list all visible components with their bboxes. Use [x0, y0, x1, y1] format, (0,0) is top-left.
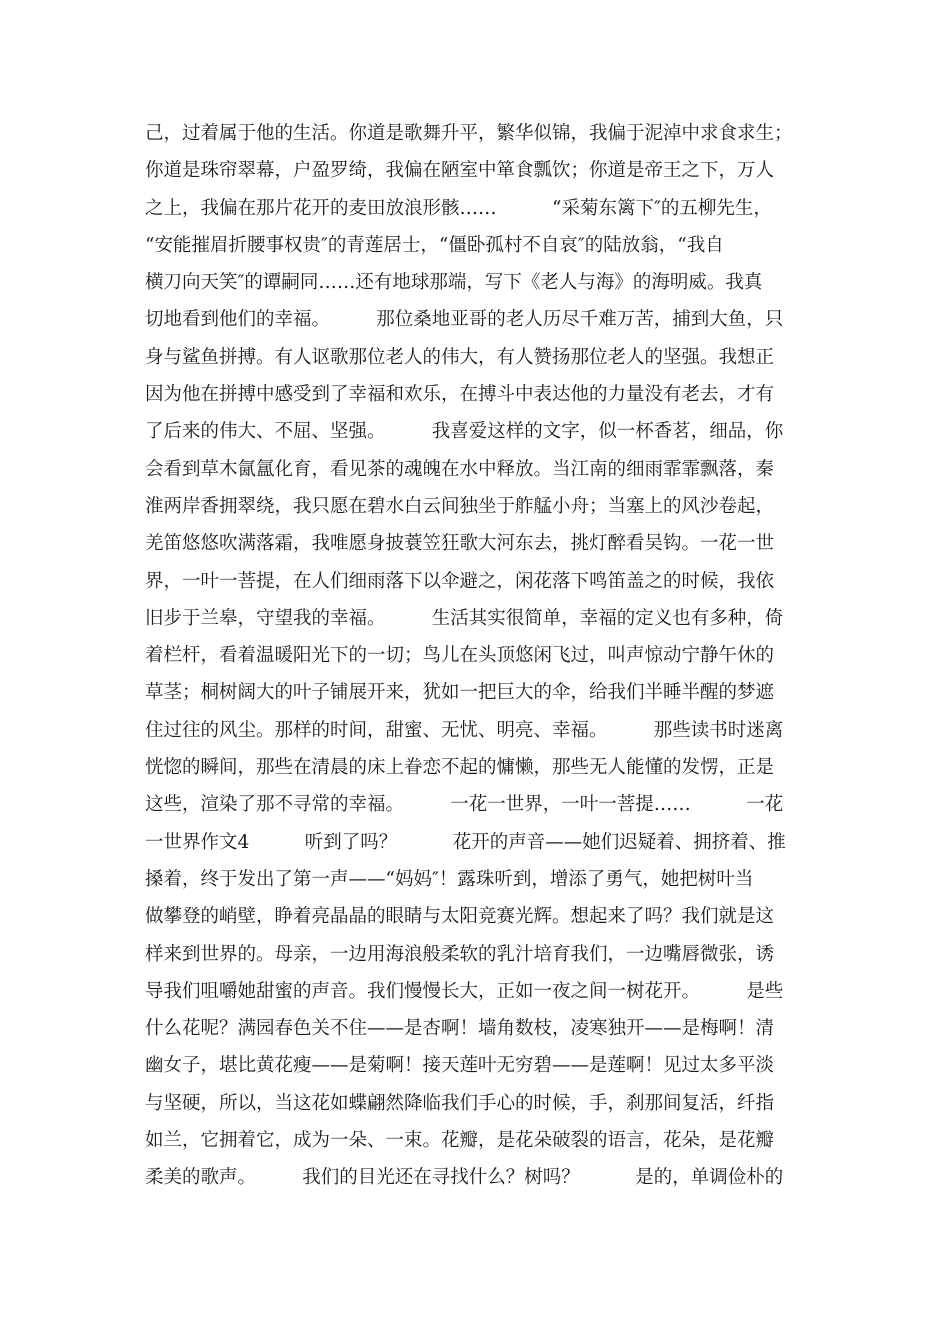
text-line: 一世界作文4 听到了吗？ 花开的声音——她们迟疑着、拥挤着、推 — [145, 831, 786, 853]
body-text — [145, 115, 815, 1197]
text-line: 因为他在拼搏中感受到了幸福和欢乐，在搏斗中表达他的力量没有老去，才有 — [145, 384, 775, 406]
text-line: 搡着，终于发出了第一声——“妈妈″！露珠听到，增添了勇气，她把树叶当 — [145, 868, 754, 890]
text-line: 这些，渲染了那不寻常的幸福。 一花一世界，一叶一菩提…… 一花 — [145, 794, 784, 816]
text-line: 柔美的歌声。 我们的目光还在寻找什么？树吗？ 是的，单调俭朴的 — [145, 1167, 784, 1189]
text-line: 恍惚的瞬间，那些在清晨的床上眷恋不起的慵懒，那些无人能懂的发愣，正是 — [145, 757, 775, 779]
text-line: 着栏杆，看着温暖阳光下的一切；鸟儿在头顶悠闲飞过，叫声惊动宁静午休的 — [145, 645, 775, 667]
text-line: 样来到世界的。母亲，一边用海浪般柔软的乳汁培育我们，一边嘴唇微张，诱 — [145, 943, 775, 965]
text-line: 之上，我偏在那片花开的麦田放浪形骸…… “采菊东篱下″的五柳先生， — [145, 197, 772, 219]
text-line: 导我们咀嚼她甜蜜的声音。我们慢慢长大，正如一夜之间一树花开。 是些 — [145, 980, 784, 1002]
text-line: 会看到草木氤氲化育，看见茶的魂魄在水中释放。当江南的细雨霏霏飘落，秦 — [145, 458, 775, 480]
text-line: 横刀向天笑″的谭嗣同……还有地球那端，写下《老人与海》的海明威。我真 — [145, 272, 763, 294]
text-line: 淮两岸香拥翠绕，我只愿在碧水白云间独坐于舴艋小舟；当塞上的风沙卷起， — [145, 495, 775, 517]
text-line: 如兰，它拥着它，成为一朵、一束。花瓣，是花朵破裂的语言，花朵，是花瓣 — [145, 1130, 775, 1152]
text-line: 你道是珠帘翠幕，户盈罗绮，我偏在陋室中箪食瓢饮；你道是帝王之下，万人 — [145, 160, 775, 182]
text-line: 幽女子，堪比黄花瘦——是菊啊！接天莲叶无穷碧——是莲啊！见过太多平淡 — [145, 1055, 775, 1077]
text-line: 身与鲨鱼拼搏。有人讴歌那位老人的伟大，有人赞扬那位老人的坚强。我想正 — [145, 346, 775, 368]
text-line: 草茎；桐树阔大的叶子铺展开来，犹如一把巨大的伞，给我们半睡半醒的梦遮 — [145, 682, 775, 704]
text-line: 切地看到他们的幸福。 那位桑地亚哥的老人历尽千难万苦，捕到大鱼，只 — [145, 309, 784, 331]
text-line: “安能摧眉折腰事权贵″的青莲居士，“僵卧孤村不自哀″的陆放翁，“我自 — [145, 234, 724, 256]
text-line: 什么花呢？满园春色关不住——是杏啊！墙角数枝，凌寒独开——是梅啊！清 — [145, 1018, 775, 1040]
text-line: 住过往的风尘。那样的时间，甜蜜、无忧、明亮、幸福。 那些读书时迷离 — [145, 719, 784, 741]
text-line: 羌笛悠悠吹满落霜，我唯愿身披蓑笠狂歌大河东去，挑灯醉看吴钩。一花一世 — [145, 533, 775, 555]
text-line: 界，一叶一菩提，在人们细雨落下以伞避之，闲花落下鸣笛盖之的时候，我依 — [145, 570, 775, 592]
text-line: 旧步于兰皋，守望我的幸福。 生活其实很简单，幸福的定义也有多种，倚 — [145, 607, 784, 629]
text-line: 与坚硬，所以，当这花如蝶翩然降临我们手心的时候，手，刹那间复活，纤指 — [145, 1092, 775, 1114]
text-line: 己，过着属于他的生活。你道是歌舞升平，繁华似锦，我偏于泥淖中求食求生； — [145, 123, 793, 144]
text-line: 了后来的伟大、不屈、坚强。 我喜爱这样的文字，似一杯香茗，细品，你 — [145, 421, 784, 443]
text-line: 做攀登的峭壁，睁着亮晶晶的眼睛与太阳竞赛光辉。想起来了吗？我们就是这 — [145, 906, 775, 928]
